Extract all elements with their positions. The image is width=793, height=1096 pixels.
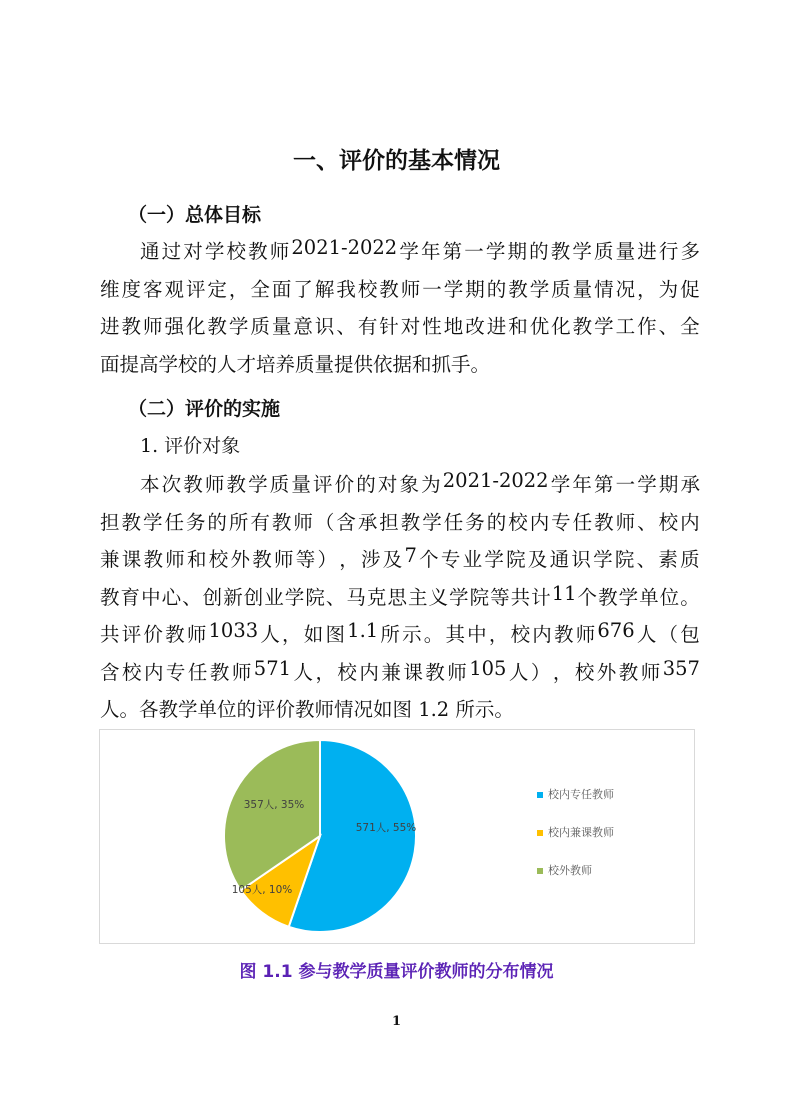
legend-item-2 — [537, 862, 592, 878]
heading-implementation: （二）评价的实施 — [128, 398, 281, 420]
paragraph-line: 含 校 内 专 任 教 师 571 人 ， 校 内 兼 课 教 师 105 人 ） ， 校 外 教 师 357 — [100, 656, 700, 684]
page-number: 1 — [391, 1014, 402, 1029]
legend-label: 校内兼课教师 — [548, 826, 614, 839]
paragraph-line: 兼 课 教 师 和 校 外 教 师 等 ） ， 涉 及 7 个 专 业 学 院 及 通 识 学 院 、 素 质 — [100, 544, 700, 571]
subheading-evaluation-target: 1. 评价对象 — [140, 435, 241, 457]
paragraph-line: 人。各教学单位的评价教师情况如图 1.2 所示。 — [100, 698, 514, 721]
figure-caption: 图 1.1 参与教学质量评价教师的分布情况 — [239, 962, 554, 982]
paragraph-line: 面提高学校的人才培养质量提供依据和抓手。 — [100, 352, 491, 376]
data-label-0: 571人, 55% — [355, 822, 417, 834]
legend-item-0 — [537, 786, 614, 802]
legend-swatch — [537, 868, 543, 874]
pie-chart — [99, 729, 695, 944]
paragraph-line: 担 教 学 任 务 的 所 有 教 师 （ 含 承 担 教 学 任 务 的 校 内 专 任 教 师 、 校 内 — [100, 510, 700, 534]
legend-swatch — [537, 830, 543, 836]
paragraph-line: 教 育 中 心 、 创 新 创 业 学 院 、 马 克 思 主 义 学 院 等 共 计 11 个 教 学 单 位 。 — [100, 581, 700, 609]
paragraph-line: 共 评 价 教 师 1033 人 ， 如 图 1.1 所 示 。 其 中 ， 校 内 教 师 676 人 （ 包 — [100, 619, 700, 646]
paragraph-line: 通 过 对 学 校 教 师 2021-2022 学 年 第 一 学 期 的 教 学 质 量 进 行 多 — [140, 236, 700, 263]
data-label-2: 357人, 35% — [243, 799, 305, 811]
heading-overall-goal: （一）总体目标 — [128, 204, 262, 226]
legend-label: 校外教师 — [548, 864, 592, 877]
data-label-1: 105人, 10% — [231, 884, 293, 896]
legend-label: 校内专任教师 — [548, 788, 614, 801]
paragraph-line: 本 次 教 师 教 学 质 量 评 价 的 对 象 为 2021-2022 学 年 第 一 学 期 承 — [140, 469, 700, 496]
section-title: 一、评价的基本情况 — [293, 148, 500, 174]
legend-item-1 — [537, 824, 614, 840]
paragraph-line: 进 教 师 强 化 教 学 质 量 意 识 、 有 针 对 性 地 改 进 和 优 化 教 学 工 作 、 全 — [100, 315, 700, 338]
paragraph-line: 维 度 客 观 评 定 ， 全 面 了 解 我 校 教 师 一 学 期 的 教 学 质 量 情 况 ， 为 促 — [100, 277, 700, 301]
legend-swatch — [537, 792, 543, 798]
